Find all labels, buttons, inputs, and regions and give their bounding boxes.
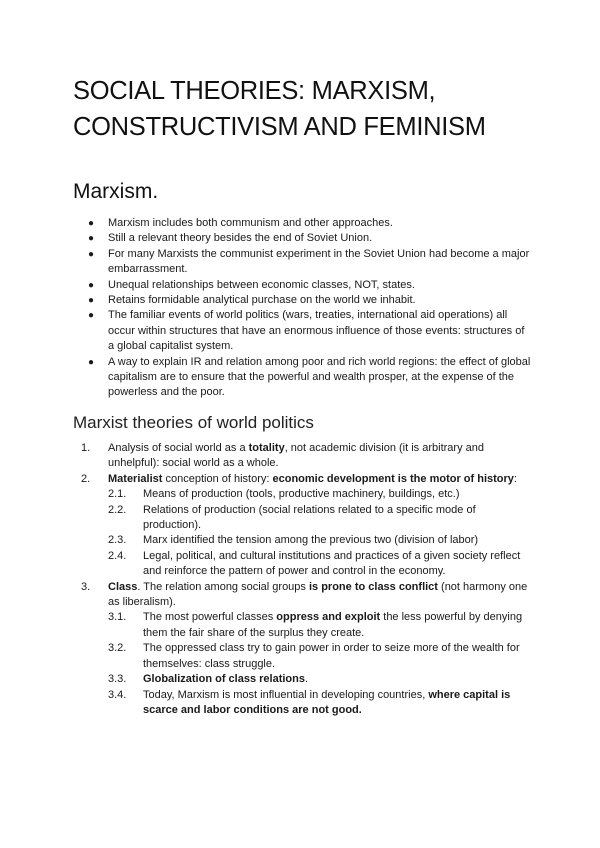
sub-item-text: Relations of production (social relations related to a specific mode of production). bbox=[143, 503, 476, 532]
bullet-text: Marxism includes both communism and other approaches. bbox=[108, 217, 393, 229]
bullet-icon: ● bbox=[88, 356, 95, 368]
bullet-text: For many Marxists the communist experiment in the Soviet Union had become a major embarrassment. bbox=[108, 247, 530, 276]
sub-item-3-4 bbox=[73, 688, 533, 719]
list-item-2 bbox=[73, 472, 533, 487]
sub-item-3-3 bbox=[73, 672, 533, 687]
bullet-item bbox=[73, 231, 533, 246]
sub-item-number: 2.3. bbox=[108, 534, 127, 547]
bullet-text: The familiar events of world politics (wars, treaties, international aid operations) all occur within structures that have an enormous influence of those events: structures of a global capitalist system. bbox=[108, 309, 525, 353]
item-text: Analysis of social world as a totality, not academic division (it is arbitrary and unhelpful): social world as a whole. bbox=[108, 442, 484, 470]
bullet-text: Unequal relationships between economic classes, NOT, states. bbox=[108, 278, 415, 291]
sub-item-2-3 bbox=[73, 533, 533, 548]
bullet-text: Still a relevant theory besides the end of Soviet Union. bbox=[108, 232, 373, 245]
marxism-bullet-list bbox=[73, 216, 533, 401]
sub-item-text: Legal, political, and cultural institutions and practices of a given society reflect and reinforce the pattern of power and control in the economy. bbox=[143, 549, 521, 578]
bullet-item bbox=[73, 293, 533, 308]
bullet-icon: ● bbox=[88, 233, 95, 245]
sub-item-text: The most powerful classes oppress and exploit the less powerful by denying them the fair share of the surplus they create. bbox=[143, 611, 523, 639]
sub-item-3-1 bbox=[73, 610, 533, 641]
list-item-3 bbox=[73, 580, 533, 611]
sub-item-number: 3.4. bbox=[108, 688, 127, 701]
bullet-icon: ● bbox=[88, 218, 95, 229]
bullet-icon: ● bbox=[88, 295, 95, 307]
sub-item-number: 3.2. bbox=[108, 642, 127, 655]
title-line-2: CONSTRUCTIVISM AND FEMINISM bbox=[73, 113, 486, 141]
item-number: 3. bbox=[81, 580, 91, 593]
sub-item-2-1 bbox=[73, 487, 533, 502]
sub-item-3-2 bbox=[73, 641, 533, 672]
title-line-1: SOCIAL THEORIES: MARXISM, bbox=[73, 77, 436, 105]
sub-item-number: 2.1. bbox=[108, 488, 127, 501]
bullet-item bbox=[73, 308, 533, 354]
sub-item-text: Marx identified the tension among the previous two (division of labor) bbox=[143, 534, 479, 547]
item-text: Materialist conception of history: economic development is the motor of history: bbox=[108, 472, 517, 485]
sub-item-text: Today, Marxism is most influential in developing countries, where capital is scarce and labor conditions are not good. bbox=[143, 688, 511, 716]
sub-item-2-2 bbox=[73, 503, 533, 534]
item-text: Class. The relation among social groups is prone to class conflict (not harmony one as liberalism). bbox=[108, 580, 528, 609]
sub-item-text: Globalization of class relations. bbox=[143, 673, 309, 686]
sub-item-text: The oppressed class try to gain power in order to seize more of the wealth for themselves: class struggle. bbox=[143, 642, 520, 670]
sub-item-number: 3.1. bbox=[108, 611, 127, 624]
item-number: 2. bbox=[81, 472, 91, 485]
bullet-item bbox=[73, 216, 533, 231]
document-title bbox=[73, 73, 543, 145]
bullet-icon: ● bbox=[88, 310, 95, 322]
section-heading: Marxism. bbox=[73, 180, 159, 203]
bullet-item bbox=[73, 355, 533, 401]
bullet-icon: ● bbox=[88, 248, 95, 260]
bullet-item bbox=[73, 247, 533, 278]
bullet-item bbox=[73, 278, 533, 293]
sub-item-2-4 bbox=[73, 549, 533, 580]
subsection-heading: Marxist theories of world politics bbox=[73, 413, 314, 432]
sub-item-number: 3.3. bbox=[108, 673, 127, 686]
sub-item-number: 2.2. bbox=[108, 503, 127, 516]
bullet-text: Retains formidable analytical purchase on the world we inhabit. bbox=[108, 294, 416, 307]
sub-item-number: 2.4. bbox=[108, 549, 127, 562]
item-number: 1. bbox=[81, 442, 91, 454]
bullet-icon: ● bbox=[88, 279, 95, 291]
sub-item-text: Means of production (tools, productive machinery, buildings, etc.) bbox=[143, 488, 460, 501]
list-item-1 bbox=[73, 441, 533, 472]
bullet-text: A way to explain IR and relation among poor and rich world regions: the effect of global capitalism are to ensure that the powerful and wealth prosper, at the expense of the powerless and the poor. bbox=[108, 355, 531, 399]
numbered-list bbox=[73, 441, 533, 718]
